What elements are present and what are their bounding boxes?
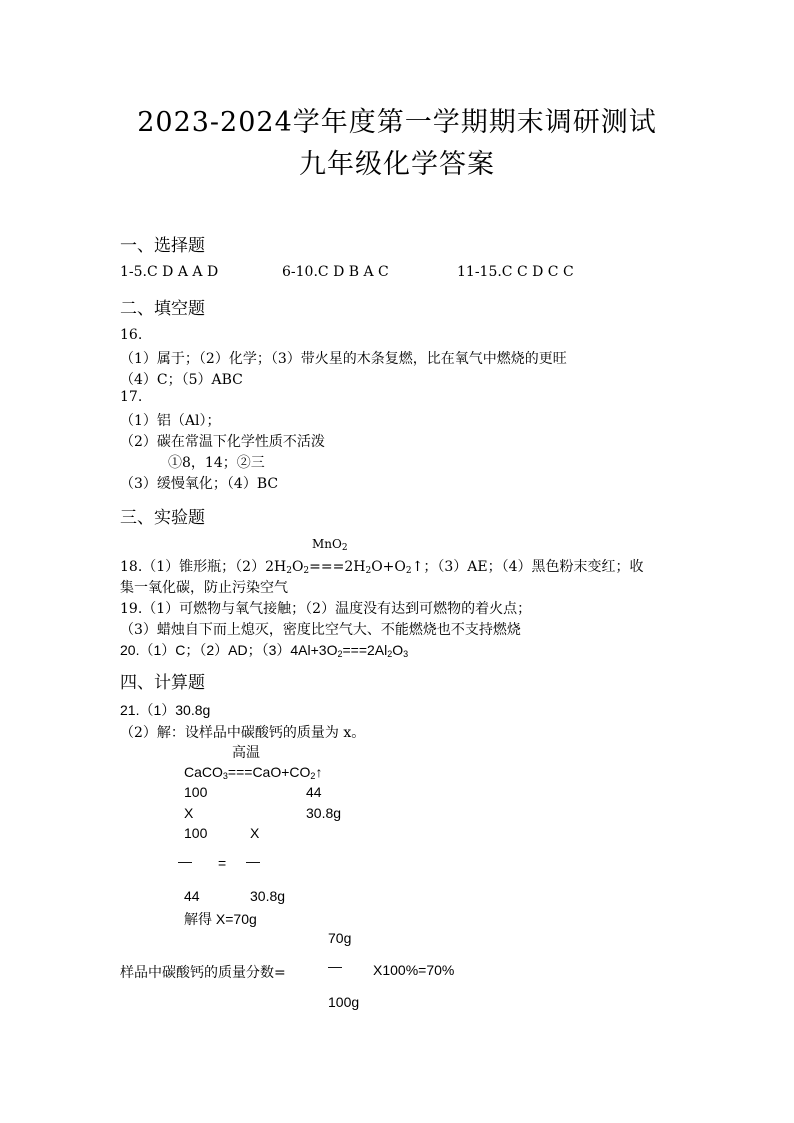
mass-ratio-caco3: 100 (184, 784, 208, 800)
q18-sub-b: 2 (286, 566, 292, 576)
fraction-numerator: 70g (328, 930, 352, 946)
solve-result: 解得 X=70g (184, 911, 257, 927)
q20-text-a: 20.（1）C；（2）AD；（3）4Al+3O (120, 642, 338, 658)
page-subtitle: 九年级化学答案 (299, 149, 495, 180)
unknown-x: X (184, 805, 194, 821)
q19-line-2: （3）蜡烛自下而上熄灭，密度比空气大、不能燃烧也不支持燃烧 (120, 622, 521, 638)
q20-line (120, 640, 408, 660)
fraction-denominator: 100g (328, 994, 360, 1010)
section-heading-calculation: 四、计算题 (120, 673, 205, 693)
mass-ratio-co2: 44 (306, 784, 322, 800)
catalyst-sub: 2 (341, 543, 348, 553)
answer-6-10: 6-10.C D B A C (282, 264, 389, 280)
q18-sub-f: 2 (365, 566, 372, 576)
ratio-top-right: X (250, 825, 260, 841)
q21-part-2: （2）解：设样品中碳酸钙的质量为 x。 (120, 725, 366, 741)
q18-text-a: 18.（1）锥形瓶；（2）2H (120, 559, 287, 575)
q20-sub-f: 3 (403, 649, 409, 659)
reaction-equation (184, 764, 322, 781)
ratio-top-left: 100 (184, 825, 208, 841)
reaction-condition: 高温 (232, 745, 260, 761)
eq-sub-d: 2 (310, 771, 316, 781)
q17-line-3: ①8，14；②三 (168, 455, 265, 471)
q17-line-4: （3）缓慢氧化；（4）BC (120, 476, 279, 492)
page-title: 2023-2024学年度第一学期期末调研测试 (137, 107, 657, 138)
fraction-label: 样品中碳酸钙的质量分数= (120, 965, 286, 981)
q20-text-e: O (392, 642, 404, 658)
ratio-bottom-right: 30.8g (250, 888, 286, 904)
ratio-bar-left: — (178, 853, 192, 869)
eq-sub-b: 3 (222, 771, 228, 781)
answer-1-5: 1-5.C D A A D (120, 264, 219, 280)
q18-line-1 (120, 556, 644, 576)
section-heading-fill: 二、填空题 (120, 299, 205, 319)
fraction-bar: — (328, 958, 342, 974)
q17-line-2: （2）碳在常温下化学性质不活泼 (120, 434, 325, 450)
q16-number: 16. (120, 327, 143, 343)
eq-text-a: CaCO (184, 764, 223, 780)
q20-sub-b: 2 (337, 649, 343, 659)
section-heading-choice: 一、选择题 (120, 236, 205, 256)
q16-line-2: （4）C；（5）ABC (120, 372, 243, 388)
q16-line-1: （1）属于；（2）化学；（3）带火星的木条复燃，比在氧气中燃烧的更旺 (120, 351, 567, 367)
ratio-bar-right: — (246, 853, 260, 869)
q20-sub-d: 2 (387, 649, 393, 659)
q17-number: 17. (120, 389, 143, 405)
eq-text-c: ===CaO+CO (227, 764, 311, 780)
q19-line-1: 19.（1）可燃物与氧气接触；（2）温度没有达到可燃物的着火点； (120, 601, 532, 617)
q20-text-c: ===2Al (342, 642, 388, 658)
catalyst-label (312, 537, 348, 553)
q18-sub-d: 2 (303, 566, 310, 576)
q18-line-2: 集一氧化碳，防止污染空气 (120, 580, 288, 596)
q21-part-1: 21.（1）30.8g (120, 702, 211, 718)
section-heading-experiment: 三、实验题 (120, 508, 205, 528)
q18-text-e: ===2H (309, 559, 366, 575)
catalyst-text: MnO (312, 537, 342, 551)
ratio-equals: = (218, 855, 227, 871)
ratio-bottom-left: 44 (184, 888, 200, 904)
q18-text-i: ↑；（3）AE；（4）黑色粉末变红；收 (411, 559, 644, 575)
eq-arrow: ↑ (315, 764, 323, 780)
q18-text-g: O+O (371, 559, 406, 575)
q17-line-1: （1）铝（Al）； (120, 413, 221, 429)
answer-11-15: 11-15.C C D C C (457, 264, 574, 280)
q18-text-c: O (291, 559, 304, 575)
known-mass: 30.8g (306, 805, 342, 821)
fraction-result: X100%=70% (373, 962, 455, 978)
q18-sub-h: 2 (405, 566, 412, 576)
